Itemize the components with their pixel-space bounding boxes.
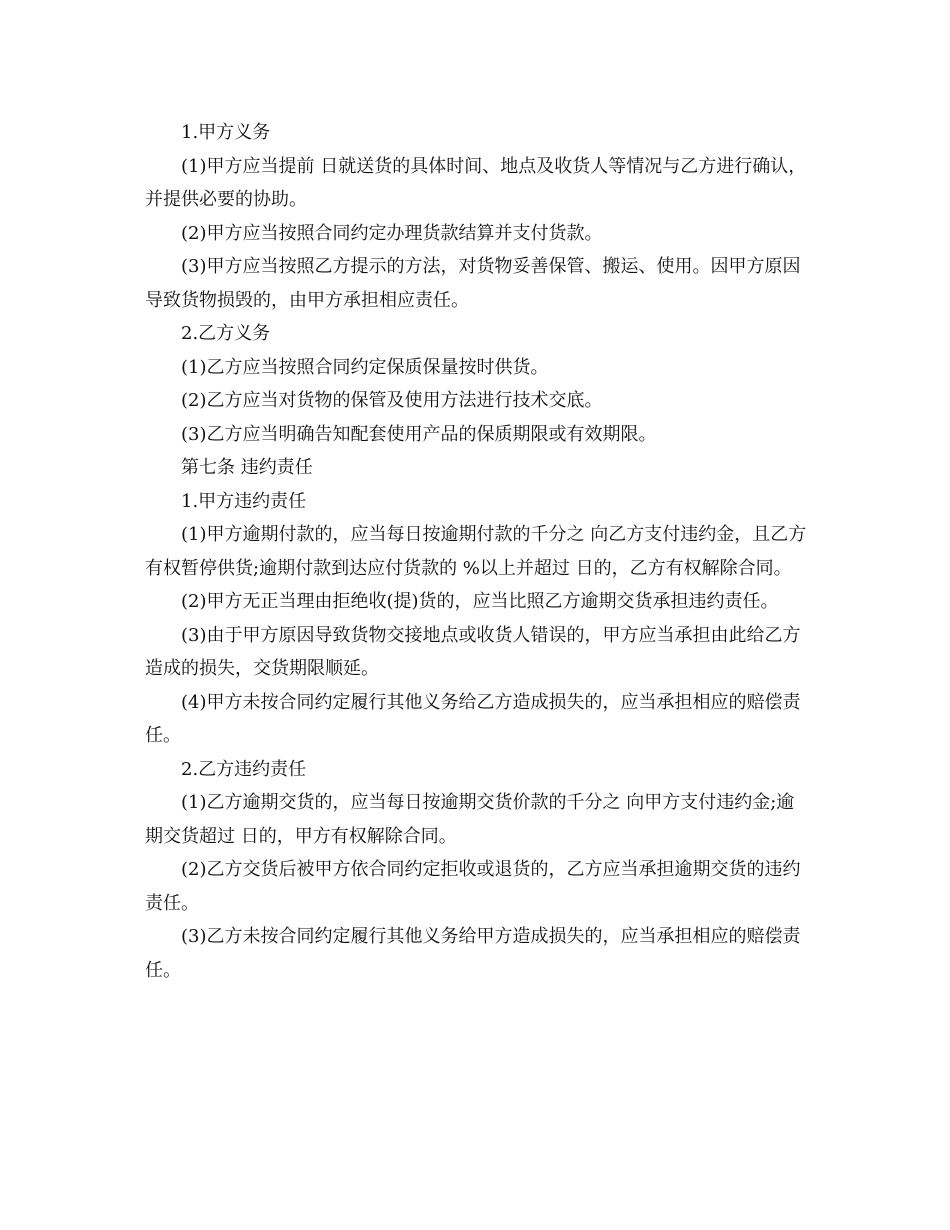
- clause-paragraph: (1)乙方应当按照合同约定保质保量按时供货。: [181, 356, 549, 378]
- clause-paragraph: (1)乙方逾期交货的，应当每日按逾期交货价款的千分之 向甲方支付违约金;逾期交货超过 日的，甲方有权解除合同。: [145, 792, 795, 847]
- section-heading-party-a-liability: 1.甲方违约责任: [181, 490, 307, 512]
- section-heading-party-a-obligations: 1.甲方义务: [181, 122, 271, 143]
- clause-paragraph: (2)甲方应当按照合同约定办理货款结算并支付货款。: [181, 222, 603, 244]
- clause-paragraph: (2)乙方交货后被甲方依合同约定拒收或退货的，乙方应当承担逾期交货的违约责任。: [145, 859, 801, 914]
- section-heading-party-b-liability: 2.乙方违约责任: [181, 758, 307, 780]
- section-heading-party-b-obligations: 2.乙方义务: [181, 323, 271, 344]
- article-heading-breach-liability: 第七条 违约责任: [181, 457, 313, 478]
- clause-paragraph: (2)乙方应当对货物的保管及使用方法进行技术交底。: [181, 390, 603, 411]
- clause-paragraph: (1)甲方应当提前 日就送货的具体时间、地点及收货人等情况与乙方进行确认，并提供必要的协助。: [145, 155, 807, 210]
- clause-paragraph: (4)甲方未按合同约定履行其他义务给乙方造成损失的，应当承担相应的赔偿责任。: [145, 691, 801, 746]
- clause-paragraph: (3)由于甲方原因导致货物交接地点或收货人错误的，甲方应当承担由此给乙方造成的损失，交货期限顺延。: [145, 624, 801, 679]
- clause-paragraph: (1)甲方逾期付款的，应当每日按逾期付款的千分之 向乙方支付违约金，且乙方有权暂停供货;逾期付款到达应付货款的 %以上并超过 日的，乙方有权解除合同。: [145, 524, 807, 579]
- document-body: [145, 116, 810, 987]
- clause-paragraph: (2)甲方无正当理由拒绝收(提)货的，应当比照乙方逾期交货承担违约责任。: [181, 591, 779, 612]
- clause-paragraph: (3)乙方未按合同约定履行其他义务给甲方造成损失的，应当承担相应的赔偿责任。: [145, 926, 801, 981]
- clause-paragraph: (3)甲方应当按照乙方提示的方法，对货物妥善保管、搬运、使用。因甲方原因导致货物损毁的，由甲方承担相应责任。: [145, 256, 801, 311]
- clause-paragraph: (3)乙方应当明确告知配套使用产品的保质期限或有效期限。: [181, 423, 657, 445]
